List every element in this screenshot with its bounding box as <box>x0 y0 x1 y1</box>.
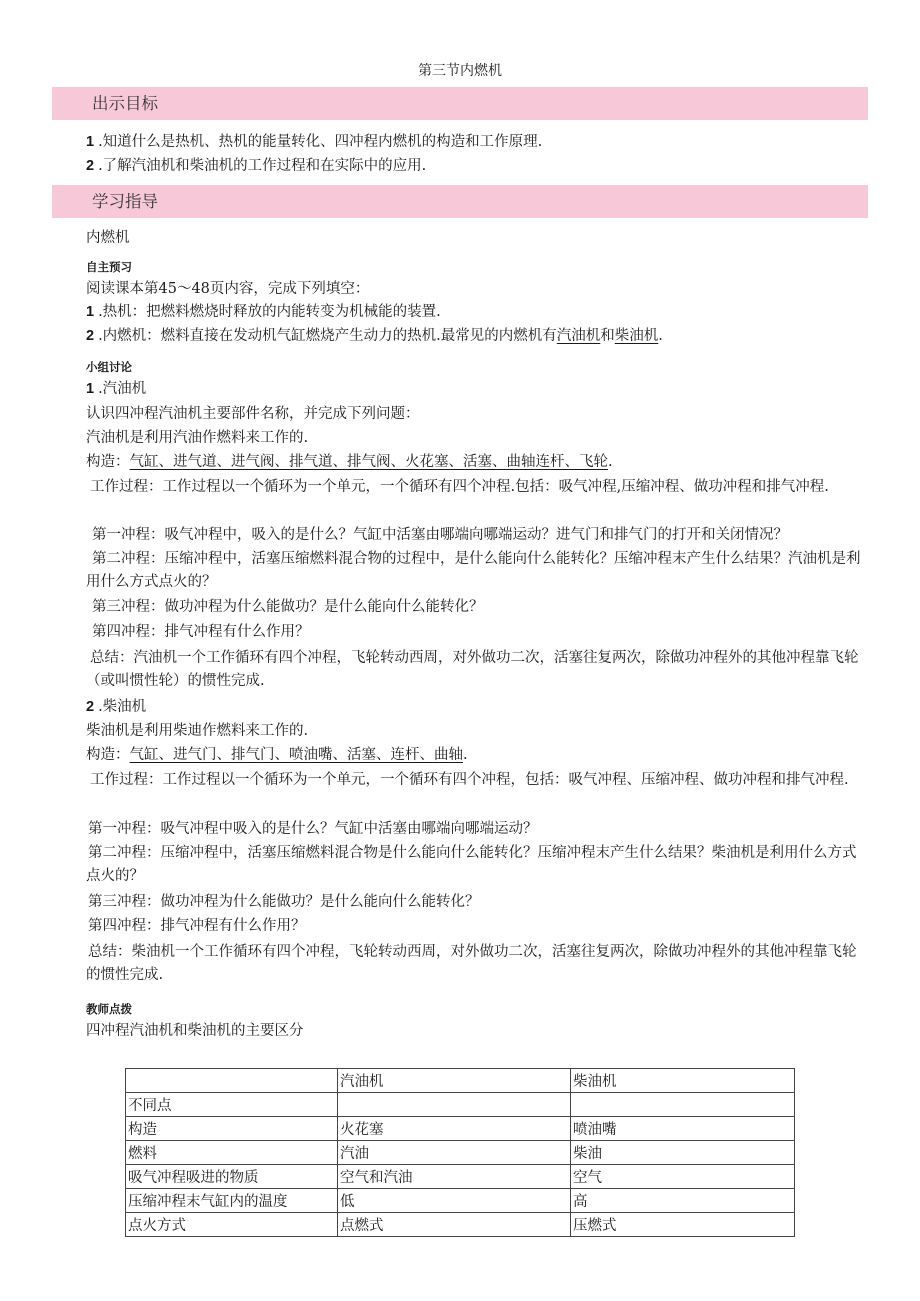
teacher-label: 教师点拨 <box>86 1002 132 1016</box>
structure-label: 构造： <box>86 454 130 470</box>
topic-heading: 内燃机 <box>86 230 130 246</box>
table-row <box>126 1117 795 1141</box>
table-cell: 压燃式 <box>571 1213 795 1237</box>
table-cell: 喷油嘴 <box>571 1117 795 1141</box>
item-number: 1 <box>86 304 95 320</box>
table-cell: 高 <box>571 1189 795 1213</box>
goal-number: 1 <box>86 134 95 150</box>
gasoline-intro: 认识四冲程汽油机主要部件名称，并完成下列问题： <box>86 406 420 422</box>
table-cell: 压缩冲程末气缸内的温度 <box>126 1189 338 1213</box>
table-cell: 柴油机 <box>571 1069 795 1093</box>
table-cell <box>338 1093 571 1117</box>
table-cell: 燃料 <box>126 1141 338 1165</box>
diesel-fuel: 柴油机是利用柴迪作燃料来工作的. <box>86 723 309 739</box>
self-study-item-1 <box>86 302 441 322</box>
structure-answer: 气缸、进气门、排气门、喷油嘴、活塞、连杆、曲轴 <box>129 747 463 763</box>
table-row <box>126 1189 795 1213</box>
goal-text: .知道什么是热机、热机的能量转化、四冲程内燃机的构造和工作原理. <box>98 134 543 150</box>
table-cell: 构造 <box>126 1117 338 1141</box>
goal-text: .了解汽油机和柴油机的工作过程和在实际中的应用. <box>98 158 427 174</box>
table-cell: 低 <box>338 1189 571 1213</box>
gasoline-stroke-2: 第二冲程：压缩冲程中，活塞压缩燃料混合物的过程中，是什么能向什么能转化？压缩冲程末产生什么结果？汽油机是利用什么方式点火的？ <box>86 551 861 590</box>
answer-gasoline-engine: 汽油机 <box>556 328 601 344</box>
table-cell: 空气 <box>571 1165 795 1189</box>
gasoline-stroke-3: 第三冲程：做功冲程为什么能做功？是什么能向什么能转化？ <box>92 599 484 615</box>
table-row <box>126 1093 795 1117</box>
self-study-item-2 <box>86 326 663 346</box>
table-row <box>126 1141 795 1165</box>
table-row <box>126 1165 795 1189</box>
item-number: 1 <box>86 381 95 397</box>
heading-text: .柴油机 <box>98 699 147 715</box>
table-cell: 不同点 <box>126 1093 338 1117</box>
self-study-label: 自主预习 <box>86 260 132 274</box>
table-cell <box>126 1069 338 1093</box>
goal-item-2 <box>86 156 426 176</box>
item-text: .热机：把燃料燃烧时释放的内能转变为机械能的装置. <box>98 304 441 320</box>
heading-text: .汽油机 <box>98 381 147 397</box>
discussion-label: 小组讨论 <box>86 360 132 374</box>
table-cell: 柴油 <box>571 1141 795 1165</box>
structure-answer: 气缸、进气道、进气阀、排气道、排气阀、火花塞、活塞、曲轴连杆、飞轮 <box>129 454 608 470</box>
goal-item-1 <box>86 132 542 152</box>
item-number: 2 <box>86 328 95 344</box>
gasoline-structure: 构造：气缸、进气道、进气阀、排气道、排气阀、火花塞、活塞、曲轴连杆、飞轮. <box>86 454 613 470</box>
item-text-end: . <box>658 328 663 344</box>
gasoline-heading <box>86 379 146 399</box>
table-cell: 火花塞 <box>338 1117 571 1141</box>
diesel-stroke-1: 第一冲程：吸气冲程中吸入的是什么？气缸中活塞由哪端向哪端运动？ <box>88 821 538 837</box>
table-cell: 点火方式 <box>126 1213 338 1237</box>
section-heading-goals: 出示目标 <box>52 87 868 120</box>
page-title: 第三节内燃机 <box>418 63 502 79</box>
table-row <box>126 1213 795 1237</box>
table-cell: 汽油机 <box>338 1069 571 1093</box>
table-header-row <box>126 1069 795 1093</box>
item-number: 2 <box>86 699 95 715</box>
gasoline-summary: 总结：汽油机一个工作循环有四个冲程，飞轮转动西周，对外做功二次，活塞往复两次，除做功冲程外的其他冲程靠飞轮（或叫惯性轮）的惯性完成. <box>86 650 859 689</box>
item-text-and: 和 <box>600 328 615 344</box>
comparison-table <box>125 1068 795 1237</box>
section-heading-guide: 学习指导 <box>52 185 868 218</box>
item-text: .内燃机：燃料直接在发动机气缸燃烧产生动力的热机.最常见的内燃机有 <box>98 328 557 344</box>
table-cell: 汽油 <box>338 1141 571 1165</box>
table-cell <box>571 1093 795 1117</box>
diesel-stroke-2: 第二冲程：压缩冲程中，活塞压缩燃料混合物是什么能向什么能转化？压缩冲程末产生什么结果？柴油机是利用什么方式点火的？ <box>86 845 857 884</box>
self-study-intro: 阅读课本第45～48页内容，完成下列填空： <box>86 281 370 297</box>
table-cell: 空气和汽油 <box>338 1165 571 1189</box>
answer-diesel-engine: 柴油机 <box>614 328 659 344</box>
goal-number: 2 <box>86 158 95 174</box>
table-cell: 点燃式 <box>338 1213 571 1237</box>
diesel-process: 工作过程：工作过程以一个循环为一个单元，一个循环有四个冲程，包括：吸气冲程、压缩冲程、做功冲程和排气冲程. <box>90 772 849 788</box>
gasoline-stroke-1: 第一冲程：吸气冲程中，吸入的是什么？气缸中活塞由哪端向哪端运动？进气门和排气门的打开和关闭情况？ <box>92 527 788 543</box>
structure-label: 构造： <box>86 747 130 763</box>
diesel-stroke-3: 第三冲程：做功冲程为什么能做功？是什么能向什么能转化？ <box>88 894 480 910</box>
diesel-heading <box>86 697 146 717</box>
gasoline-fuel: 汽油机是利用汽油作燃料来工作的. <box>86 430 309 446</box>
diesel-summary: 总结：柴油机一个工作循环有四个冲程，飞轮转动西周，对外做功二次，活塞往复两次，除做功冲程外的其他冲程靠飞轮的惯性完成. <box>86 944 857 983</box>
gasoline-stroke-4: 第四冲程：排气冲程有什么作用？ <box>92 624 310 640</box>
table-cell: 吸气冲程吸进的物质 <box>126 1165 338 1189</box>
gasoline-process: 工作过程：工作过程以一个循环为一个单元，一个循环有四个冲程.包括：吸气冲程,压缩冲程、做功冲程和排气冲程. <box>90 479 829 495</box>
comparison-intro: 四冲程汽油机和柴油机的主要区分 <box>86 1023 304 1039</box>
diesel-stroke-4: 第四冲程：排气冲程有什么作用？ <box>88 918 306 934</box>
diesel-structure: 构造：气缸、进气门、排气门、喷油嘴、活塞、连杆、曲轴. <box>86 747 468 763</box>
